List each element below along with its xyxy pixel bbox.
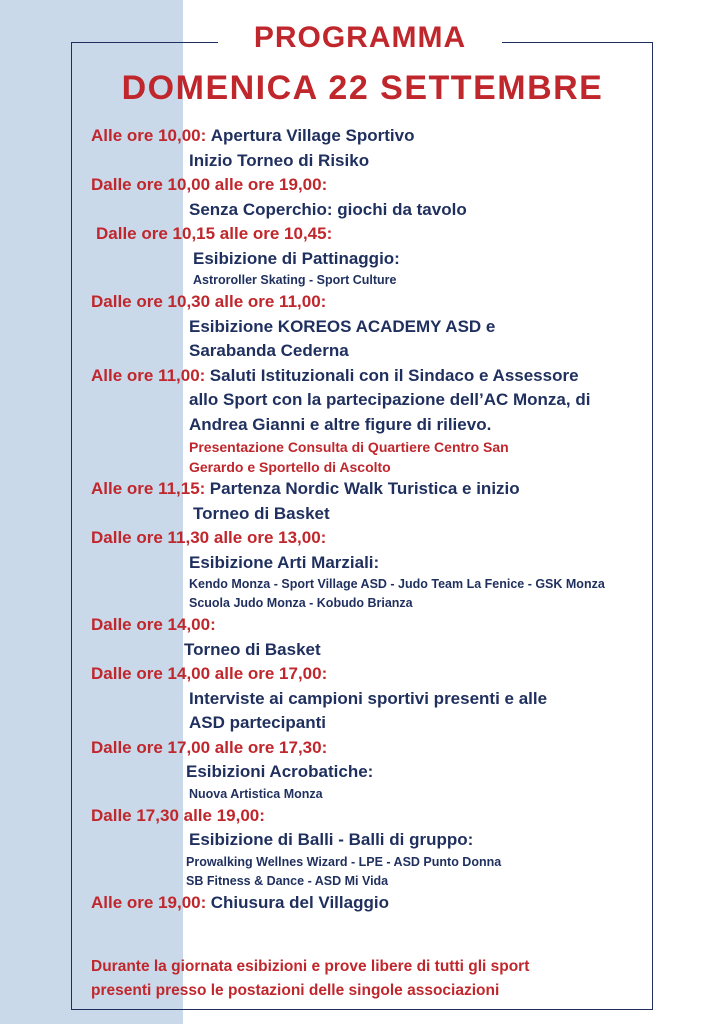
- entry-activity: Saluti Istituzionali con il Sindaco e Assessore: [209, 365, 579, 385]
- entry-details: Prowalking Wellnes Wizard - LPE - ASD Punto Donna: [186, 854, 502, 869]
- entry-time: Dalle 17,30 alle 19,00:: [91, 805, 265, 825]
- entry-time: Alle ore 11,15:: [91, 479, 206, 498]
- program-entry: [91, 891, 641, 916]
- entry-activity: Esibizione di Balli - Balli di gruppo:: [189, 830, 474, 849]
- entry-time: Dalle ore 10,15 alle ore 10,45:: [96, 224, 333, 243]
- entry-time: Dalle ore 14,00 alle ore 17,00:: [91, 664, 328, 683]
- entry-activity: Chiusura del Villaggio: [210, 892, 389, 912]
- entry-time: Alle ore 10,00:: [91, 126, 207, 145]
- entry-time: Dalle ore 10,30 alle ore 11,00:: [91, 292, 327, 311]
- entry-activity: Interviste ai campioni sportivi presenti e alle: [189, 688, 548, 708]
- entry-activity-line: Andrea Gianni e altre figure di rilievo.: [189, 414, 492, 434]
- entry-activity: Apertura Village Sportivo: [210, 126, 415, 145]
- entry-activity-line: Inizio Torneo di Risiko: [189, 150, 370, 170]
- event-date: DOMENICA 22 SETTEMBRE: [121, 69, 604, 107]
- entry-time: Dalle ore 14,00:: [91, 615, 216, 634]
- footer-line: presenti presso le postazioni delle singole associazioni: [91, 982, 500, 999]
- entry-note: Presentazione Consulta di Quartiere Centro San: [189, 439, 509, 455]
- entry-details: SB Fitness & Dance - ASD Mi Vida: [186, 873, 389, 888]
- program-entry: [91, 124, 641, 149]
- entry-activity: Esibizione Arti Marziali:: [189, 552, 380, 572]
- entry-activity: Esibizione di Pattinaggio:: [193, 248, 400, 268]
- entry-activity: Senza Coperchio: giochi da tavolo: [189, 199, 467, 219]
- entry-details: Kendo Monza - Sport Village ASD - Judo Team La Fenice - GSK Monza: [189, 577, 605, 591]
- entry-time: Alle ore 11,00:: [91, 365, 206, 385]
- entry-activity: Torneo di Basket: [184, 639, 321, 659]
- entry-activity: Esibizioni Acrobatiche:: [186, 762, 374, 781]
- entry-details: Scuola Judo Monza - Kobudo Brianza: [189, 596, 413, 610]
- entry-time: Dalle ore 11,30 alle ore 13,00:: [91, 528, 327, 547]
- entry-activity: Esibizione KOREOS ACADEMY ASD e: [189, 316, 496, 336]
- entry-details: Astroroller Skating - Sport Culture: [193, 273, 397, 287]
- entry-time: Dalle ore 10,00 alle ore 19,00:: [91, 175, 328, 194]
- entry-details: Nuova Artistica Monza: [189, 786, 323, 801]
- entry-activity-line: allo Sport con la partecipazione dell’AC Monza, di: [189, 390, 591, 409]
- entry-activity-line: Torneo di Basket: [193, 503, 330, 523]
- entry-activity-line: ASD partecipanti: [189, 713, 326, 732]
- entry-time: Dalle ore 17,00 alle ore 17,30:: [91, 737, 328, 757]
- page-title: PROGRAMMA: [253, 21, 467, 54]
- footer-line: Durante la giornata esibizioni e prove libere di tutti gli sport: [91, 958, 530, 975]
- footer-note: [91, 955, 641, 1003]
- entry-note: Gerardo e Sportello di Ascolto: [189, 459, 391, 475]
- program-entry: [91, 477, 641, 502]
- entry-activity-line: Sarabanda Cederna: [189, 341, 349, 360]
- program-list: [91, 124, 641, 915]
- program-entry: [91, 364, 641, 389]
- entry-activity: Partenza Nordic Walk Turistica e inizio: [209, 479, 520, 498]
- entry-time: Alle ore 19,00:: [91, 892, 207, 912]
